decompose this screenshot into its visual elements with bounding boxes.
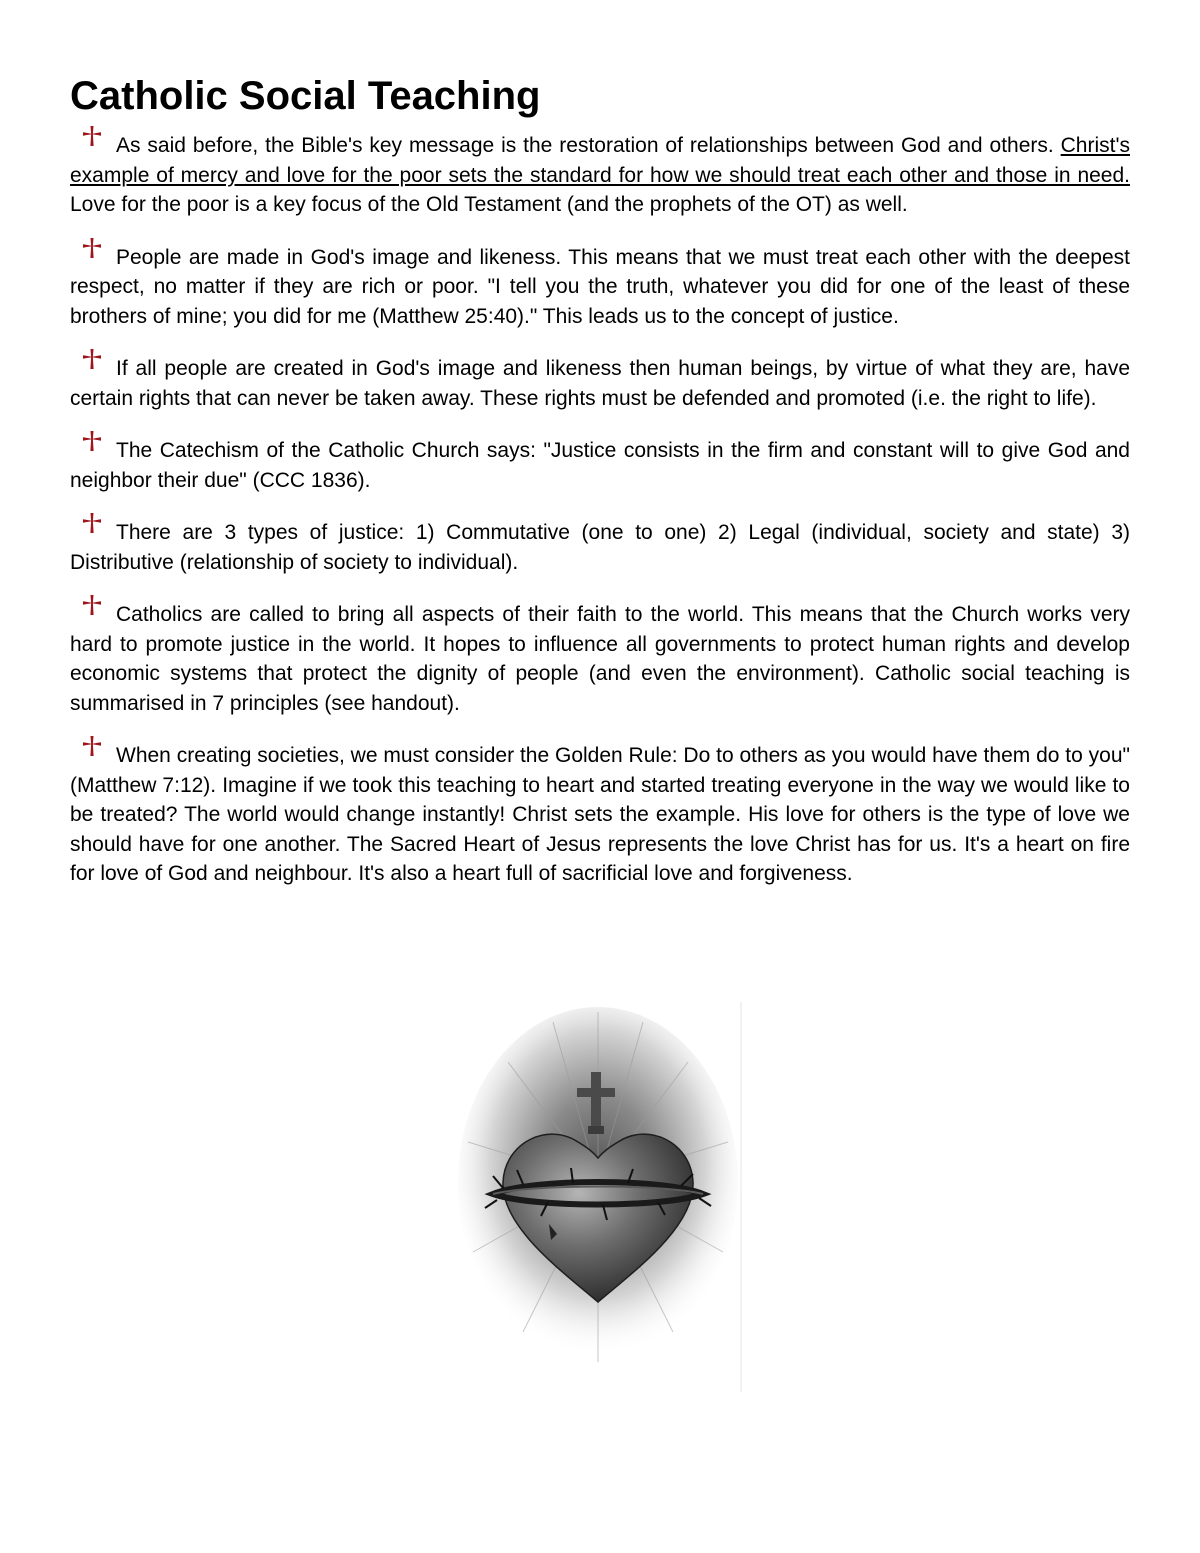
paragraph-7 xyxy=(70,740,1130,889)
cross-pattee-icon xyxy=(80,429,104,453)
paragraph-6-text: Catholics are called to bring all aspects of their faith to the world. This means that the Church works very hard to promote justice in the world. It hopes to influence all governments to protect human rights and develop economic systems that protect the dignity of people (and even the environment). Catholic social teaching is summarised in 7 principles (see handout). xyxy=(70,603,1130,715)
paragraph-7-text: When creating societies, we must consider the Golden Rule: Do to others as you would have them do to you" (Matthew 7:12). Imagine if we took this teaching to heart and started treating everyone in the way we would like to be treated? The world would change instantly! Christ sets the example. His love for others is the type of love we should have for one another. The Sacred Heart of Jesus represents the love Christ has for us. It's a heart on fire for love of God and neighbour. It's also a heart full of sacrificial love and forgiveness. xyxy=(70,744,1130,885)
cross-pattee-icon xyxy=(80,511,104,535)
cross-pattee-icon xyxy=(80,124,104,148)
paragraph-4-text: The Catechism of the Catholic Church says: "Justice consists in the firm and constant will to give God and neighbor their due" (CCC 1836). xyxy=(70,439,1130,492)
document-page xyxy=(70,72,1130,911)
sacred-heart-illustration xyxy=(453,1002,743,1392)
paragraph-3-text: If all people are created in God's image and likeness then human beings, by virtue of what they are, have certain rights that can never be taken away. These rights must be defended and promoted (i.e. the right to life). xyxy=(70,357,1130,410)
paragraph-2-text: People are made in God's image and likeness. This means that we must treat each other with the deepest respect, no matter if they are rich or poor. "I tell you the truth, whatever you did for one of the least of these brothers of mine; you did for me (Matthew 25:40)." This leads us to the concept of justice. xyxy=(70,245,1130,328)
paragraph-1 xyxy=(70,130,1130,220)
cross-pattee-icon xyxy=(80,734,104,758)
paragraph-5-text: There are 3 types of justice: 1) Commutative (one to one) 2) Legal (individual, society and state) 3) Distributive (relationship of society to individual). xyxy=(70,521,1130,574)
cross-pattee-icon xyxy=(80,236,104,260)
paragraph-2 xyxy=(70,242,1130,332)
paragraph-4 xyxy=(70,435,1130,495)
paragraph-1-text: As said before, the Bible's key message is the restoration of relationships between God and others. xyxy=(116,134,1061,157)
paragraph-5 xyxy=(70,517,1130,577)
paragraph-1-text-after: Love for the poor is a key focus of the Old Testament (and the prophets of the OT) as well. xyxy=(70,193,908,216)
document-title: Catholic Social Teaching xyxy=(70,74,541,118)
paragraph-1-underlined: Christ's example of mercy and love for the poor sets the standard for how we should treat each other and those in need. xyxy=(70,134,1130,187)
cross-pattee-icon xyxy=(80,347,104,371)
paragraph-6 xyxy=(70,599,1130,718)
paragraph-3 xyxy=(70,353,1130,413)
cross-pattee-icon xyxy=(80,593,104,617)
